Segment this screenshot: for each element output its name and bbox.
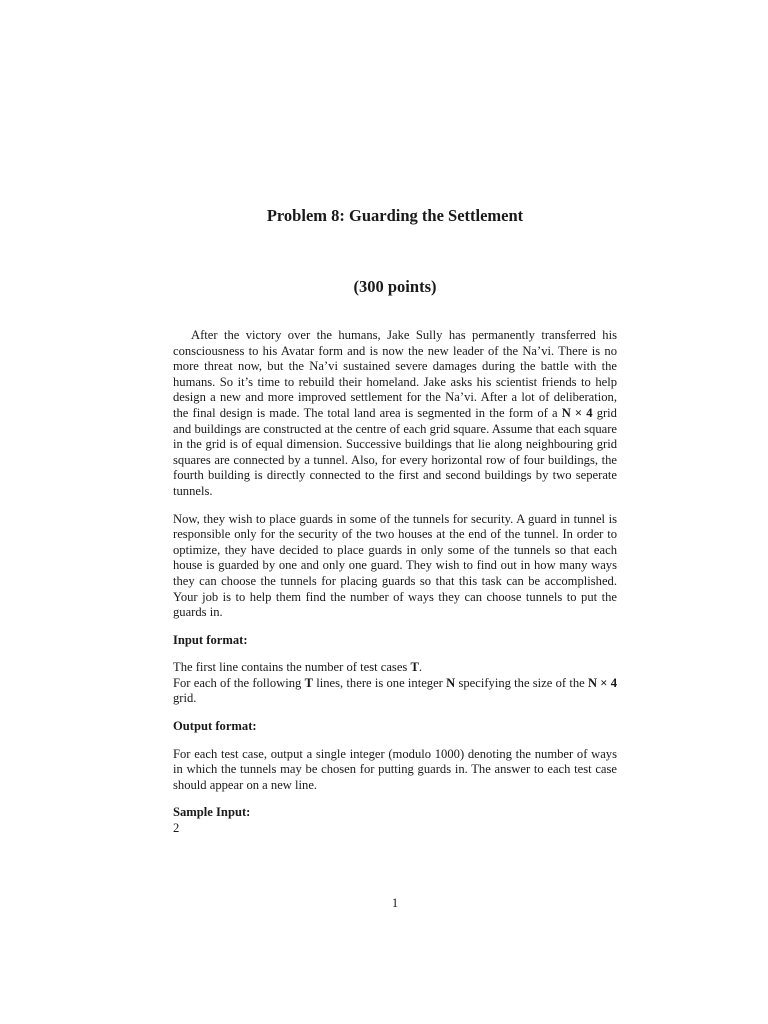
problem-points: (300 points) bbox=[353, 277, 437, 296]
input-line2-var-n: N bbox=[446, 675, 456, 690]
problem-title: Problem 8: Guarding the Settlement bbox=[266, 206, 524, 225]
task-paragraph: Now, they wish to place guards in some of the tunnels for security. A guard in tunnel is responsible only for the security of the two houses at the end of the tunnel. In order to optimize, they have decided to place guards in only some of the tunnels so that each house is guarded by one and only one guard. They wish to find out in how many ways they can choose the tunnels for placing guards so that this task can be accomplished. Your job is to help them find the number of ways they can choose tunnels to put the guards in. bbox=[173, 511, 617, 620]
page-number: 1 bbox=[391, 896, 399, 910]
input-line2-grid-label: N × 4 bbox=[587, 675, 618, 690]
input-line2-text: For each of the following bbox=[173, 675, 302, 690]
input-line2-mid-text: lines, there is one integer bbox=[316, 675, 443, 690]
story-text: After the victory over the humans, Jake Sully has permanently transferred his consciousness to his Avatar form and is now the new leader of the Na’vi. There is no more threat now, but the Na’vi sustained severe damages during the battle with the humans. So it’s time to rebuild their homeland. Jake asks his scientist friends to help design a new and more improved settlement for the Na’vi. After a lot of deliberation, the final design is made. The total land area is segmented in the form of a bbox=[173, 328, 617, 420]
sample-input-value: 2 bbox=[173, 821, 180, 836]
document-page bbox=[173, 0, 617, 1024]
sample-input-heading: Sample Input: bbox=[173, 805, 251, 820]
grid-size-label: N × 4 bbox=[561, 405, 593, 420]
input-format-text: The first line contains the number of test cases T. For each of the following T lines, there is one integer N specifying the size of the N × 4 grid. bbox=[173, 660, 618, 706]
output-format-heading: Output format: bbox=[173, 719, 257, 734]
input-line2-post-text: specifying the size of the bbox=[458, 675, 585, 690]
story-text-continued: grid and buildings are constructed at the centre of each grid square. Assume that each square in the grid is of equal dimension. Successive buildings that lie along neighbouring grid squares are connected by a tunnel. Also, for every horizontal row of four buildings, the fourth building is directly connected to the first and second buildings by two seperate tunnels. bbox=[173, 405, 617, 498]
output-format-text: For each test case, output a single integer (modulo 1000) denoting the number of ways in which the tunnels may be chosen for putting guards in. The answer to each test case should appear on a new line. bbox=[173, 746, 617, 792]
input-line1-text: The first line contains the number of test cases bbox=[173, 660, 408, 675]
story-paragraph bbox=[173, 328, 617, 500]
input-format-heading: Input format: bbox=[173, 632, 248, 647]
input-line1-var-t: T bbox=[410, 660, 419, 675]
input-line2-var-t: T bbox=[304, 675, 314, 690]
input-line2-end-text: grid. bbox=[173, 691, 197, 706]
problem-body bbox=[173, 328, 617, 837]
